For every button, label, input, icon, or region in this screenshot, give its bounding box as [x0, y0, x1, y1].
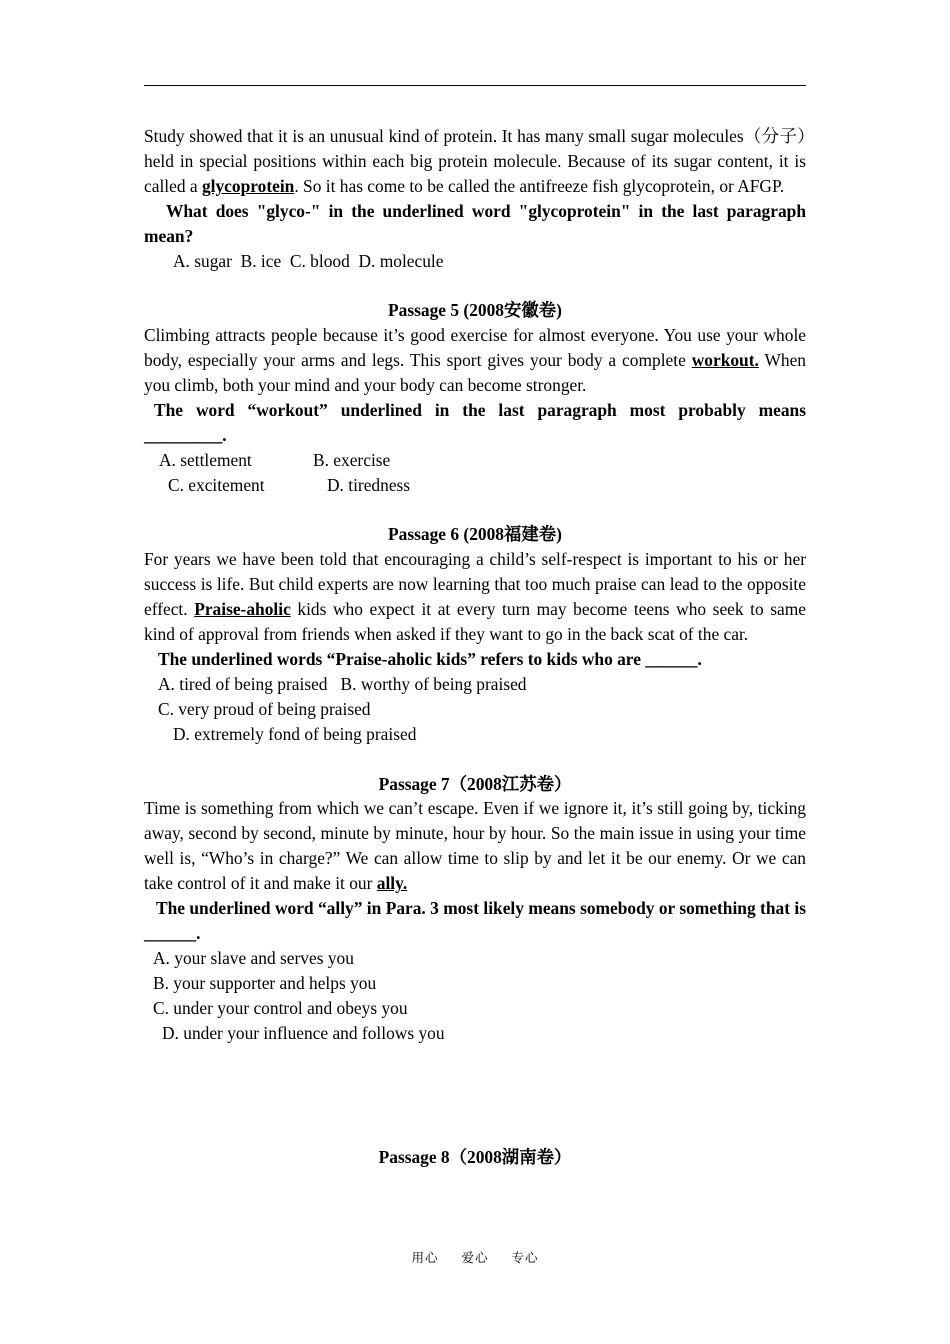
- paragraph-text: Climbing attracts people because it’s good exercise for almost everyone. You use your whole body, especially your arms and legs. This sport gives your body a complete: [144, 325, 806, 371]
- passage-7-option-c: C. under your control and obeys you: [153, 997, 408, 1018]
- passage-7-question: The underlined word “ally” in Para. 3 most likely means somebody or something that is ______.: [144, 898, 806, 943]
- page-footer: [0, 1248, 950, 1266]
- passage-5-title: Passage 5 (2008安徽卷): [388, 300, 562, 321]
- passage-6-options-ab: A. tired of being praised B. worthy of being praised: [158, 673, 527, 694]
- paragraph-text: Study showed that it is an unusual kind of protein. It has many small sugar molecules（分子）held in special positions within each big protein molecule. Because of its sugar content, it is called a: [144, 126, 806, 196]
- option-c: C. excitement: [168, 474, 265, 495]
- passage-4-options: A. sugar B. ice C. blood D. molecule: [173, 250, 444, 271]
- underlined-word: glycoprotein: [201, 175, 295, 196]
- passage-7-option-b: B. your supporter and helps you: [153, 972, 377, 993]
- footer-word: 用心: [411, 1250, 439, 1265]
- passage-6-paragraph: [144, 547, 806, 647]
- paragraph-text: kids who expect it at every turn may become teens who seek to same kind of approval from friends when asked if they want to go in the back scat of the car.: [144, 599, 807, 645]
- option-d: D. tiredness: [327, 474, 411, 495]
- passage-4-question: What does "glyco-" in the underlined word "glycoprotein" in the last paragraph mean?: [144, 200, 806, 246]
- paragraph-text: When you climb, both your mind and your body can become stronger.: [144, 350, 806, 396]
- footer-word: 专心: [511, 1250, 539, 1265]
- paragraph-text: Time is something from which we can’t escape. Even if we ignore it, it’s still going by, ticking away, second by second, minute by minute, hour by hour. So the main issue in using your time well is, “Who’s in charge?” We can allow time to slip by and let it be our enemy. Or we can take control of it and make it our: [144, 798, 806, 894]
- paragraph-text: For years we have been told that encouraging a child’s self-respect is important to his or her success is life. But child experts are now learning that too much praise can lead to the opposite effect.: [144, 549, 806, 620]
- passage-6-option-d: D. extremely fond of being praised: [173, 723, 417, 744]
- passage-7-paragraph: [144, 796, 806, 896]
- underlined-word: workout.: [691, 350, 759, 371]
- paragraph-text: . So it has come to be called the antifreeze fish glycoprotein, or AFGP.: [294, 175, 785, 196]
- underlined-word: Praise-aholic: [194, 599, 291, 620]
- header-rule: [144, 85, 806, 86]
- passage-6-option-c: C. very proud of being praised: [158, 698, 371, 719]
- option-a: A. settlement: [159, 449, 252, 470]
- footer-word: 爱心: [461, 1250, 489, 1265]
- passage-6-question: The underlined words “Praise-aholic kids” refers to kids who are ______.: [158, 649, 702, 669]
- underlined-word: ally.: [376, 873, 408, 894]
- option-b: B. exercise: [313, 449, 391, 470]
- passage-7-option-d: D. under your influence and follows you: [162, 1022, 445, 1043]
- passage-4-paragraph: [144, 124, 806, 199]
- passage-5-paragraph: [144, 323, 806, 398]
- document-body: [144, 124, 806, 1170]
- passage-5-question: The word “workout” underlined in the last paragraph most probably means _________.: [144, 399, 806, 445]
- passage-7-title: Passage 7（2008江苏卷）: [378, 773, 572, 794]
- passage-6-title: Passage 6 (2008福建卷): [388, 524, 562, 545]
- passage-5-options-cd: [144, 473, 806, 498]
- passage-7-option-a: A. your slave and serves you: [153, 947, 354, 968]
- passage-8-title: Passage 8（2008湖南卷）: [378, 1147, 572, 1168]
- passage-5-options-ab: [144, 448, 806, 473]
